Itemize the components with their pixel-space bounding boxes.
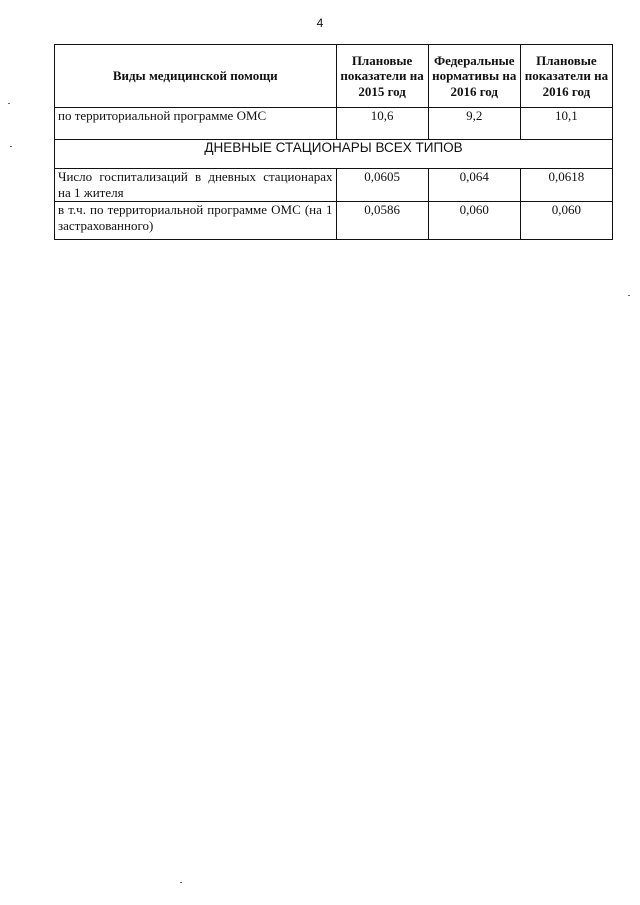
value-plan-2016: 0,060 [520,202,612,240]
table-row [55,169,613,202]
row-label: в т.ч. по территориальной программе ОМС (на 1 застрахованного) [55,202,337,240]
header-care-types: Виды медицинской помощи [55,45,337,108]
value-plan-2016: 10,1 [520,108,612,140]
value-federal-2016: 0,060 [428,202,520,240]
header-plan-2015: Плановые показатели на 2015 год [336,45,428,108]
row-label: по территориальной программе ОМС [55,108,337,140]
value-plan-2015: 10,6 [336,108,428,140]
value-plan-2015: 0,0586 [336,202,428,240]
scan-speck [180,882,182,883]
table-row [55,108,613,140]
medical-care-norms-table [54,44,613,240]
scan-speck [8,103,10,104]
section-row [55,140,613,169]
scan-speck [628,295,630,296]
value-federal-2016: 9,2 [428,108,520,140]
table-row [55,202,613,240]
header-plan-2016: Плановые показатели на 2016 год [520,45,612,108]
table-header-row [55,45,613,108]
scan-speck [10,146,12,147]
section-heading: ДНЕВНЫЕ СТАЦИОНАРЫ ВСЕХ ТИПОВ [55,140,613,169]
page-number: 4 [316,16,324,30]
header-federal-2016: Федеральные нормативы на 2016 год [428,45,520,108]
value-federal-2016: 0,064 [428,169,520,202]
value-plan-2016: 0,0618 [520,169,612,202]
value-plan-2015: 0,0605 [336,169,428,202]
row-label: Число госпитализаций в дневных стационарах на 1 жителя [55,169,337,202]
